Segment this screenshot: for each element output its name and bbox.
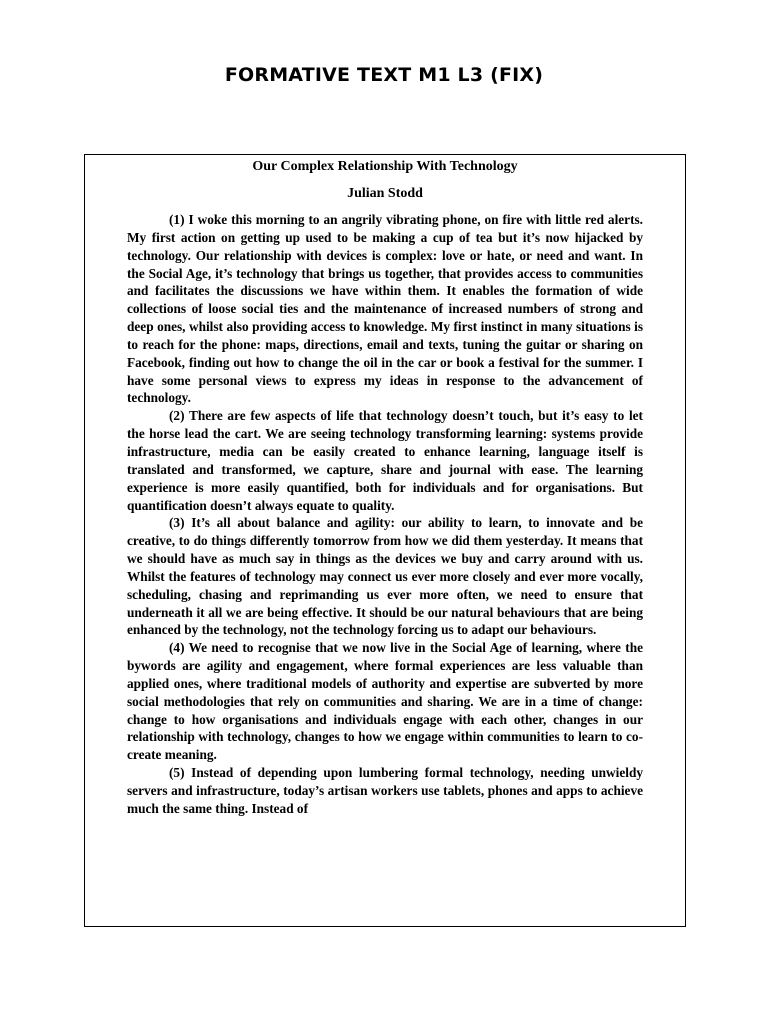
paragraph-3: (3) It’s all about balance and agility: our ability to learn, to innovate and be creative, to do things differently tomorrow from how we did them yesterday. It means that we should have as much say in things as the devices we buy and carry around with us. Whilst the features of technology may connect us ever more closely and ever more vocally, scheduling, chasing and reprimanding us ever more often, we need to ensure that underneath it all we are being effective. It should be our natural behaviours that are being enhanced by the technology, not the technology forcing us to adapt our behaviours. <box>127 515 643 638</box>
paragraph-5: (5) Instead of depending upon lumbering formal technology, needing unwieldy servers and infrastructure, today’s artisan workers use tablets, phones and apps to achieve much the same thing. Instead of <box>127 765 643 816</box>
paragraph-4: (4) We need to recognise that we now live in the Social Age of learning, where the bywords are agility and engagement, where formal experiences are less valuable than applied ones, where traditional models of authority and expertise are subverted by more social methodologies that rely on communities and sharing. We are in a time of change: change to how organisations and individuals engage with each other, changes in our relationship with technology, changes to how we engage within communities to learn to co-create meaning. <box>127 640 643 763</box>
article-title: Our Complex Relationship With Technology <box>252 159 518 174</box>
paragraph-2: (2) There are few aspects of life that technology doesn’t touch, but it’s easy to let the horse lead the cart. We are seeing technology transforming learning: systems provide infrastructure, media can be easily created to enhance learning, language itself is translated and transformed, we capture, share and journal with ease. The learning experience is more easily quantified, both for individuals and for organisations. But quantification doesn’t always equate to quality. <box>127 408 643 513</box>
article-box <box>84 154 686 927</box>
article-author: Julian Stodd <box>347 186 423 201</box>
paragraph-1: (1) I woke this morning to an angrily vibrating phone, on fire with little red alerts. My first action on getting up used to be making a cup of tea but it’s now hijacked by technology. Our relationship with devices is complex: love or hate, or need and want. In the Social Age, it’s technology that brings us together, that provides access to communities and facilitates the discussions we have within them. It enables the formation of wide collections of loose social ties and the maintenance of increased numbers of strong and deep ones, whilst also providing access to knowledge. My first instinct in many situations is to reach for the phone: maps, directions, email and texts, tuning the guitar or sharing on Facebook, finding out how to change the oil in the car or book a festival for the summer. I have some personal views to express my ideas in response to the advancement of technology. <box>127 212 643 406</box>
page-title: FORMATIVE TEXT M1 L3 (FIX) <box>224 64 544 86</box>
